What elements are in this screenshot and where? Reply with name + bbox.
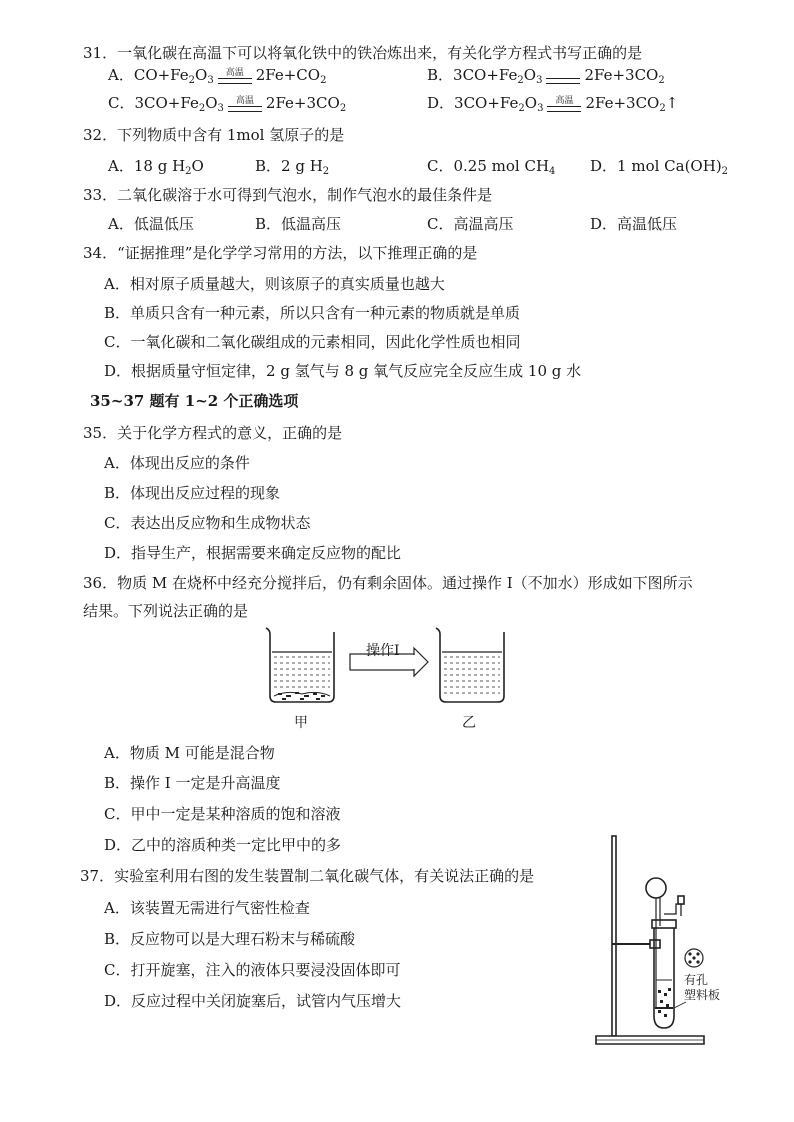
- q31-option-a[interactable]: A．$CO+Fe_2O_3$ 高温 $2Fe+CO_2$: [108, 66, 327, 86]
- q31-option-d[interactable]: D．$3CO+Fe_2O_3$ 高温 $2Fe+3CO_2↑$: [427, 94, 679, 114]
- q36-option-b[interactable]: B．操作 I 一定是升高温度: [104, 774, 281, 792]
- q34-option-a[interactable]: A．相对原子质量越大，则该原子的真实质量也越大: [104, 275, 445, 293]
- plate-label: 有孔 塑料板: [684, 973, 721, 1002]
- q35-stem: 35．关于化学方程式的意义，正确的是: [83, 424, 343, 442]
- q31-option-b[interactable]: B．$3CO+Fe_2O_3$ $2Fe+3CO_2$: [427, 66, 665, 86]
- q31-option-c[interactable]: C．$3CO+Fe_2O_3$ 高温 $2Fe+3CO_2$: [108, 94, 347, 114]
- q34-option-c[interactable]: C．一氧化碳和二氧化碳组成的元素相同，因此化学性质也相同: [104, 333, 521, 351]
- q36-option-a[interactable]: A．物质 M 可能是混合物: [104, 744, 275, 762]
- q33-option-a[interactable]: A．低温低压: [108, 215, 194, 233]
- q37-option-c[interactable]: C．打开旋塞，注入的液体只要浸没固体即可: [104, 961, 401, 979]
- q35-option-a[interactable]: A．体现出反应的条件: [104, 454, 250, 472]
- q36-stem-line2: 结果。下列说法正确的是: [83, 602, 249, 620]
- beaker-left-label: 甲: [294, 715, 308, 731]
- equals-sign: [546, 69, 580, 84]
- q34-stem: 34．“证据推理”是化学学习常用的方法，以下推理正确的是: [83, 244, 478, 262]
- arrow-label: 操作I: [366, 643, 400, 659]
- q33-option-c[interactable]: C．高温高压: [427, 215, 514, 233]
- q32-option-d[interactable]: D．1 mol $Ca(OH)_2$: [590, 157, 729, 177]
- q33-option-b[interactable]: B．低温高压: [255, 215, 342, 233]
- q36-option-c[interactable]: C．甲中一定是某种溶质的饱和溶液: [104, 805, 341, 823]
- q37-option-b[interactable]: B．反应物可以是大理石粉末与稀硫酸: [104, 930, 356, 948]
- q32-option-c[interactable]: C．0.25 mol $CH_4$: [427, 157, 556, 177]
- q37-stem: 37．实验室利用右图的发生装置制二氧化碳气体，有关说法正确的是: [80, 867, 535, 885]
- beaker-left: [266, 628, 334, 702]
- beaker-right-label: 乙: [462, 715, 476, 731]
- q37-apparatus-figure: [592, 830, 732, 1060]
- equals-sign: 高温: [228, 97, 262, 112]
- q32-option-a[interactable]: A．18 g $H_2O$: [108, 157, 204, 177]
- q32-option-b[interactable]: B．2 g $H_2$: [255, 157, 330, 177]
- co2-generator-diagram: [592, 830, 732, 1060]
- section-note: 35~37 题有 1~2 个正确选项: [90, 392, 299, 410]
- q33-stem: 33．二氧化碳溶于水可得到气泡水，制作气泡水的最佳条件是: [83, 186, 493, 204]
- q34-option-b[interactable]: B．单质只含有一种元素，所以只含有一种元素的物质就是单质: [104, 304, 521, 322]
- equals-sign: 高温: [547, 97, 581, 112]
- q36-beaker-figure: [262, 624, 512, 734]
- beaker-right: [436, 628, 504, 702]
- funnel-bulb: [646, 878, 666, 898]
- stopcock-icon: [678, 896, 684, 904]
- equals-sign: 高温: [218, 69, 252, 84]
- q33-option-d[interactable]: D．高温低压: [590, 215, 678, 233]
- q37-option-d[interactable]: D．反应过程中关闭旋塞后，试管内气压增大: [104, 992, 402, 1010]
- stand-rod: [612, 836, 616, 1036]
- q36-stem-line1: 36．物质 M 在烧杯中经充分搅拌后，仍有剩余固体。通过操作 I（不加水）形成如下图所示: [83, 574, 693, 592]
- q35-option-c[interactable]: C．表达出反应物和生成物状态: [104, 514, 311, 532]
- q32-stem: 32．下列物质中含有 1mol 氢原子的是: [83, 126, 345, 144]
- q31-stem: 31．一氧化碳在高温下可以将氧化铁中的铁冶炼出来，有关化学方程式书写正确的是: [83, 44, 643, 62]
- q34-option-d[interactable]: D．根据质量守恒定律，2 g 氢气与 8 g 氧气反应完全反应生成 10 g 水: [104, 362, 582, 380]
- q36-option-d[interactable]: D．乙中的溶质种类一定比甲中的多: [104, 836, 342, 854]
- q35-option-d[interactable]: D．指导生产，根据需要来确定反应物的配比: [104, 544, 402, 562]
- q35-option-b[interactable]: B．体现出反应过程的现象: [104, 484, 281, 502]
- q37-option-a[interactable]: A．该装置无需进行气密性检查: [104, 899, 310, 917]
